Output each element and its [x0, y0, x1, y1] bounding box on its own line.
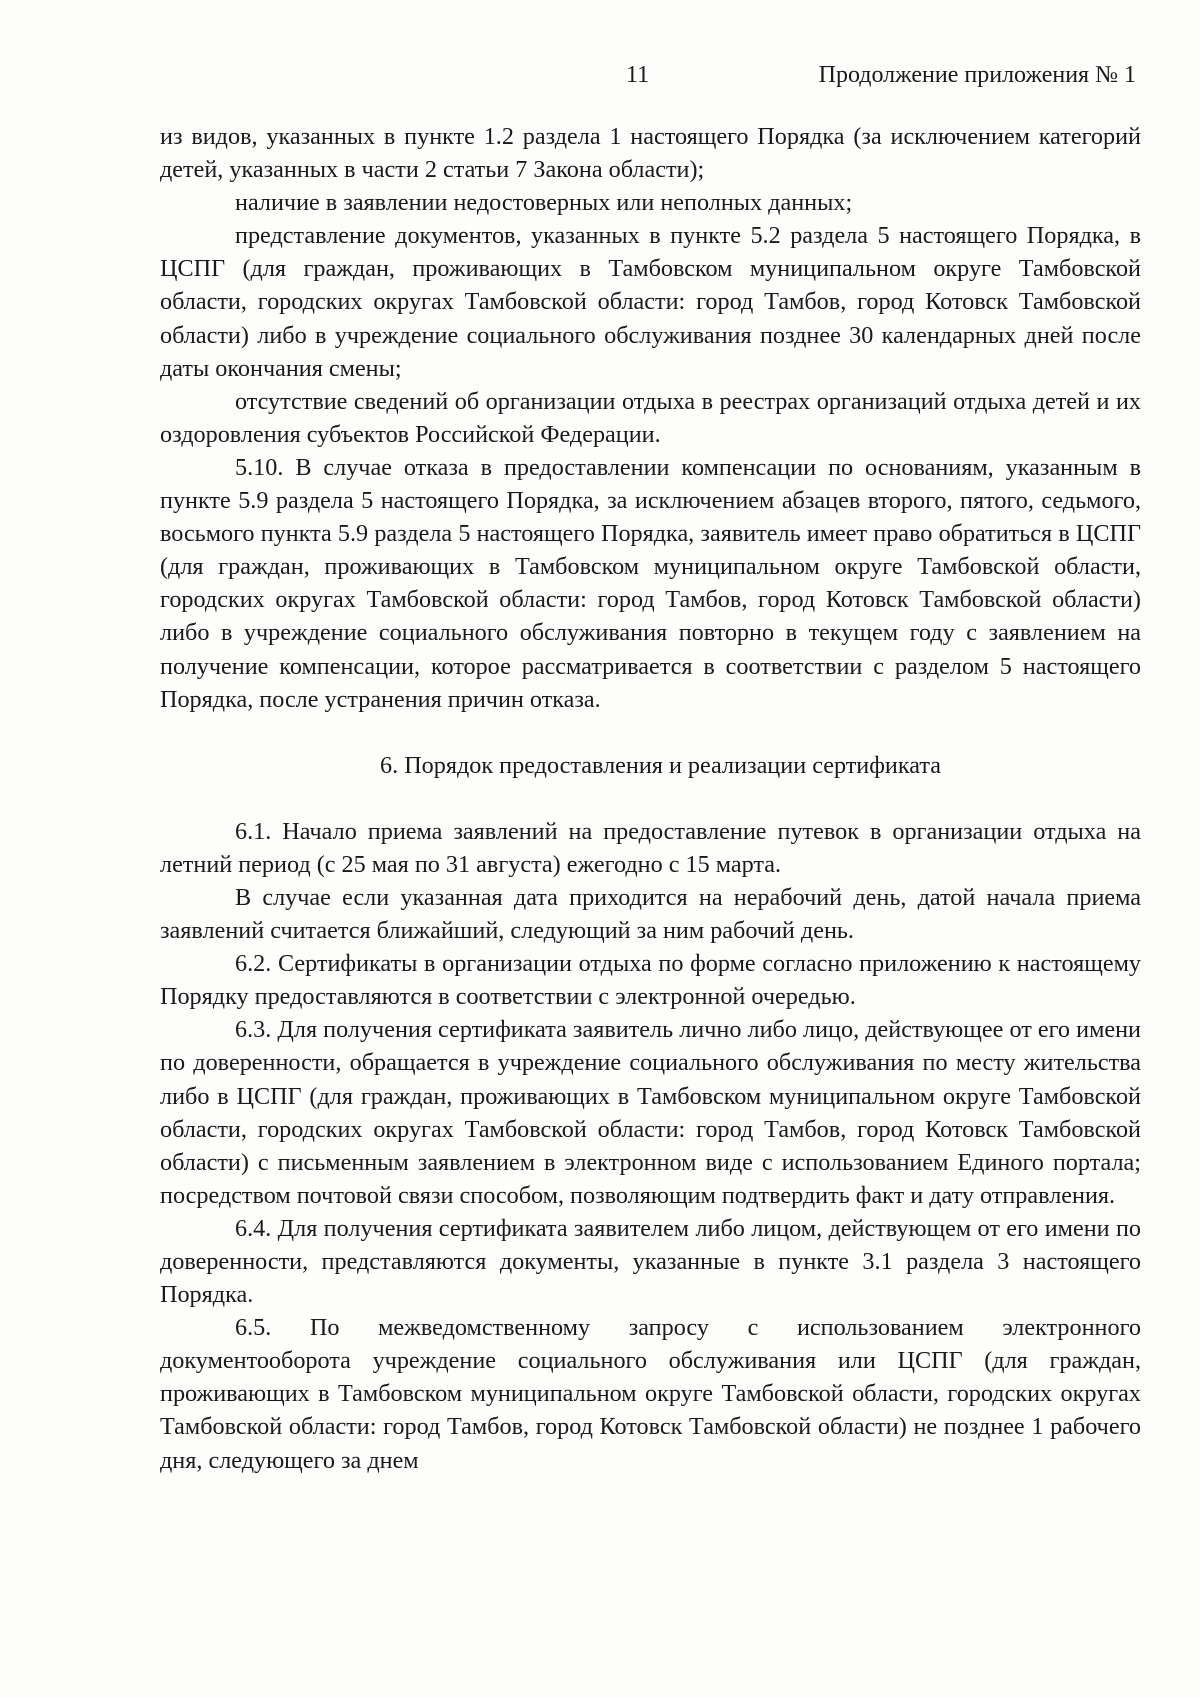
paragraph-non-working-day: В случае если указанная дата приходится на нерабочий день, датой начала приема заявлений считается ближайший, следующий за ним рабочий день.: [160, 883, 1141, 945]
section-6-heading: 6. Порядок предоставления и реализации сертификата: [380, 751, 941, 779]
page-number: 11: [626, 62, 650, 88]
paragraph-late-documents: представление документов, указанных в пункте 5.2 раздела 5 настоящего Порядка, в ЦСПГ (для граждан, проживающих в Тамбовском муниципальном округе Тамбовской области, городских округах Тамбовской области: город Тамбов, город Котовск Тамбовской области) либо в учреждение социального обслуживания позднее 30 календарных дней после даты окончания смены;: [160, 222, 1141, 382]
paragraph-continuation: из видов, указанных в пункте 1.2 раздела 1 настоящего Порядка (за исключением категорий детей, указанных в части 2 статьи 7 Закона области);: [160, 123, 1141, 184]
document-body: [160, 120, 1141, 1477]
page-header: [0, 58, 1200, 98]
paragraph-6-2: 6.2. Сертификаты в организации отдыха по форме согласно приложению к настоящему Порядку предоставляются в соответствии с электронной очередью.: [160, 950, 1141, 1011]
appendix-continuation-title: Продолжение приложения № 1: [818, 62, 1136, 88]
paragraph-invalid-data: наличие в заявлении недостоверных или неполных данных;: [235, 189, 853, 217]
paragraph-6-1: 6.1. Начало приема заявлений на предоставление путевок в организации отдыха на летний период (с 25 мая по 31 августа) ежегодно с 15 марта.: [160, 817, 1141, 878]
paragraph-6-4: 6.4. Для получения сертификата заявителем либо лицом, действующем от его имени по доверенности, представляются документы, указанные в пункте 3.1 раздела 3 настоящего Порядка.: [160, 1214, 1141, 1309]
paragraph-no-registry-info: отсутствие сведений об организации отдыха в реестрах организаций отдыха детей и их оздоровления субъектов Российской Федерации.: [160, 387, 1141, 448]
paragraph-5-10: 5.10. В случае отказа в предоставлении компенсации по основаниям, указанным в пункте 5.9 раздела 5 настоящего Порядка, за исключением абзацев второго, пятого, седьмого, восьмого пункта 5.9 раздела 5 настоящего Порядка, заявитель имеет право обратиться в ЦСПГ (для граждан, проживающих в Тамбовском муниципальном округе Тамбовской области, городских округах Тамбовской области: город Тамбов, город Котовск Тамбовской области) либо в учреждение социального обслуживания повторно в текущем году с заявлением на получение компенсации, которое рассматривается в соответствии с разделом 5 настоящего Порядка, после устранения причин отказа.: [160, 453, 1141, 713]
paragraph-6-3: 6.3. Для получения сертификата заявитель лично либо лицо, действующее от его имени по доверенности, обращается в учреждение социального обслуживания по месту жительства либо в ЦСПГ (для граждан, проживающих в Тамбовском муниципальном округе Тамбовской области, городских округах Тамбовской области: город Тамбов, город Котовск Тамбовской области) с письменным заявлением в электронном виде с использованием Единого портала; посредством почтовой связи способом, позволяющим подтвердить факт и дату отправления.: [160, 1016, 1141, 1209]
paragraph-6-5: 6.5. По межведомственному запросу с использованием электронного документооборота учреждение социального обслуживания или ЦСПГ (для граждан, проживающих в Тамбовском муниципальном округе Тамбовской области, городских округах Тамбовской области: город Тамбов, город Котовск Тамбовской области) не позднее 1 рабочего дня, следующего за днем: [160, 1314, 1141, 1474]
